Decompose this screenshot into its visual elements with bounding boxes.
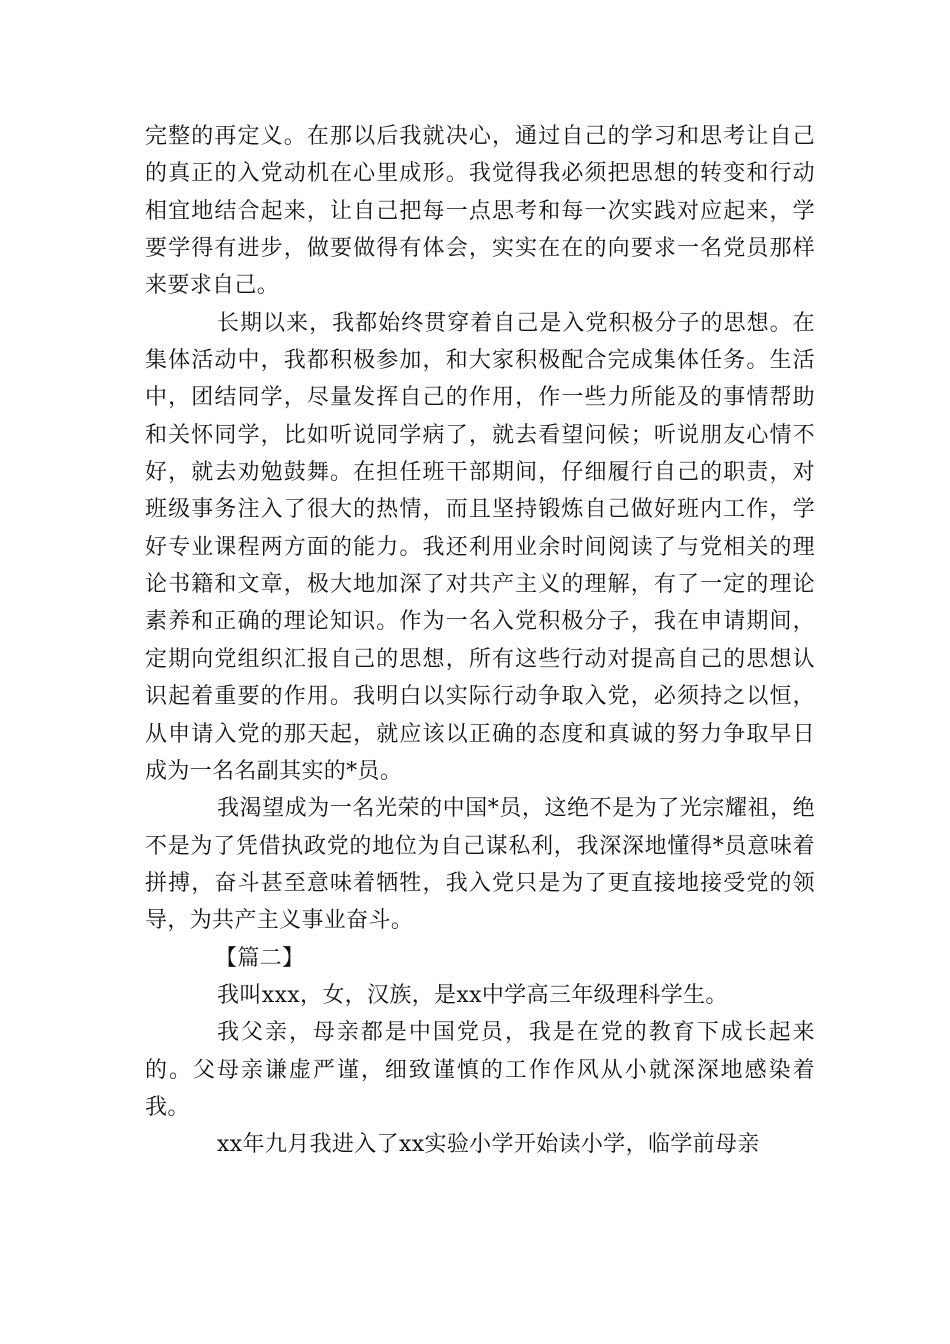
paragraph: 我父亲，母亲都是中国党员，我是在党的教育下成长起来的。父母亲谦虚严谨，细致谨慎的工作作风从小就深深地感染着我。 — [145, 1020, 815, 1120]
paragraph: xx年九月我进入了xx实验小学开始读小学，临学前母亲 — [217, 1132, 760, 1158]
document-page — [145, 118, 815, 1164]
paragraph: 我渴望成为一名光荣的中国*员，这绝不是为了光宗耀祖，绝不是为了凭借执政党的地位为自己谋私利，我深深地懂得*员意味着拼搏，奋斗甚至意味着牺牲，我入党只是为了更直接地接受党的领导，为共产主义事业奋斗。 — [145, 796, 815, 934]
paragraph: 长期以来，我都始终贯穿着自己是入党积极分子的思想。在集体活动中，我都积极参加，和大家积极配合完成集体任务。生活中，团结同学，尽量发挥自己的作用，作一些力所能及的事情帮助和关怀同学，比如听说同学病了，就去看望问候；听说朋友心情不好，就去劝勉鼓舞。在担任班干部期间，仔细履行自己的职责，对班级事务注入了很大的热情，而且坚持锻炼自己做好班内工作，学好专业课程两方面的能力。我还利用业余时间阅读了与党相关的理论书籍和文章，极大地加深了对共产主义的理解，有了一定的理论素养和正确的理论知识。作为一名入党积极分子，我在申请期间，定期向党组织汇报自己的思想，所有这些行动对提高自己的思想认识起着重要的作用。我明白以实际行动争取入党，必须持之以恒，从申请入党的那天起，就应该以正确的态度和真诚的努力争取早日成为一名名副其实的*员。 — [145, 310, 815, 784]
paragraph: 我叫xxx，女，汉族，是xx中学高三年级理科学生。 — [217, 982, 728, 1008]
section-heading: 【篇二】 — [215, 945, 305, 971]
paragraph: 完整的再定义。在那以后我就决心，通过自己的学习和思考让自己的真正的入党动机在心里成形。我觉得我必须把思想的转变和行动相宜地结合起来，让自己把每一点思考和每一次实践对应起来，学要学得有进步，做要做得有体会，实实在在的向要求一名党员那样来要求自己。 — [145, 124, 815, 299]
